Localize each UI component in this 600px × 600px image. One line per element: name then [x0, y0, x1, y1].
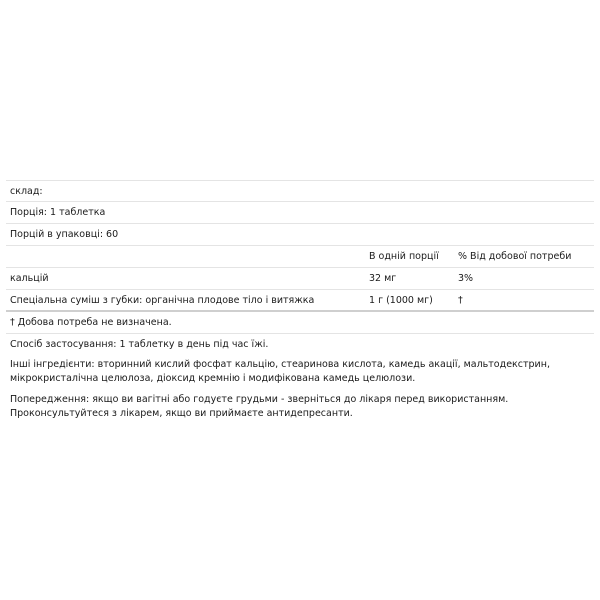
nutrient-name: кальцій	[10, 273, 49, 284]
daily-value-header: % Від добової потреби	[458, 251, 572, 262]
facts-heading-row	[6, 180, 594, 202]
facts-heading: склад:	[10, 186, 43, 197]
nutrient-daily-value: †	[458, 295, 463, 306]
supplement-facts-table	[6, 180, 594, 334]
nutrient-row	[6, 268, 594, 290]
nutrient-amount: 1 г (1000 мг)	[369, 295, 433, 306]
column-header-row	[6, 246, 594, 268]
footnote-row	[6, 312, 594, 334]
servings-per-container: Порцій в упаковці: 60	[10, 229, 119, 240]
serving-size: Порція: 1 таблетка	[10, 207, 106, 218]
nutrient-row	[6, 290, 594, 312]
nutrient-amount: 32 мг	[369, 273, 397, 284]
usage-directions: Спосіб застосування: 1 таблетку в день під час їжі.	[10, 339, 269, 350]
per-serving-header: В одній порції	[369, 251, 439, 262]
warning-text: Попередження: якщо ви вагітні або годуєте грудьми - зверніться до лікаря перед використанням. Проконсультуйтеся з лікарем, якщо ви приймаєте антидепресанти.	[10, 394, 509, 419]
servings-per-container-row	[6, 224, 594, 246]
other-ingredients: Інші інгредієнти: вторинний кислий фосфат кальцію, стеаринова кислота, камедь акації, мальтодекстрин, мікрокристалічна целюлоза, діоксид кремнію і модифікована камедь целюлози.	[10, 359, 550, 384]
nutrient-name: Спеціальна суміш з губки: органічна плодове тіло і витяжка	[10, 295, 315, 306]
serving-size-row	[6, 202, 594, 224]
daily-value-footnote: † Добова потреба не визначена.	[10, 317, 172, 328]
nutrient-daily-value: 3%	[458, 273, 474, 284]
